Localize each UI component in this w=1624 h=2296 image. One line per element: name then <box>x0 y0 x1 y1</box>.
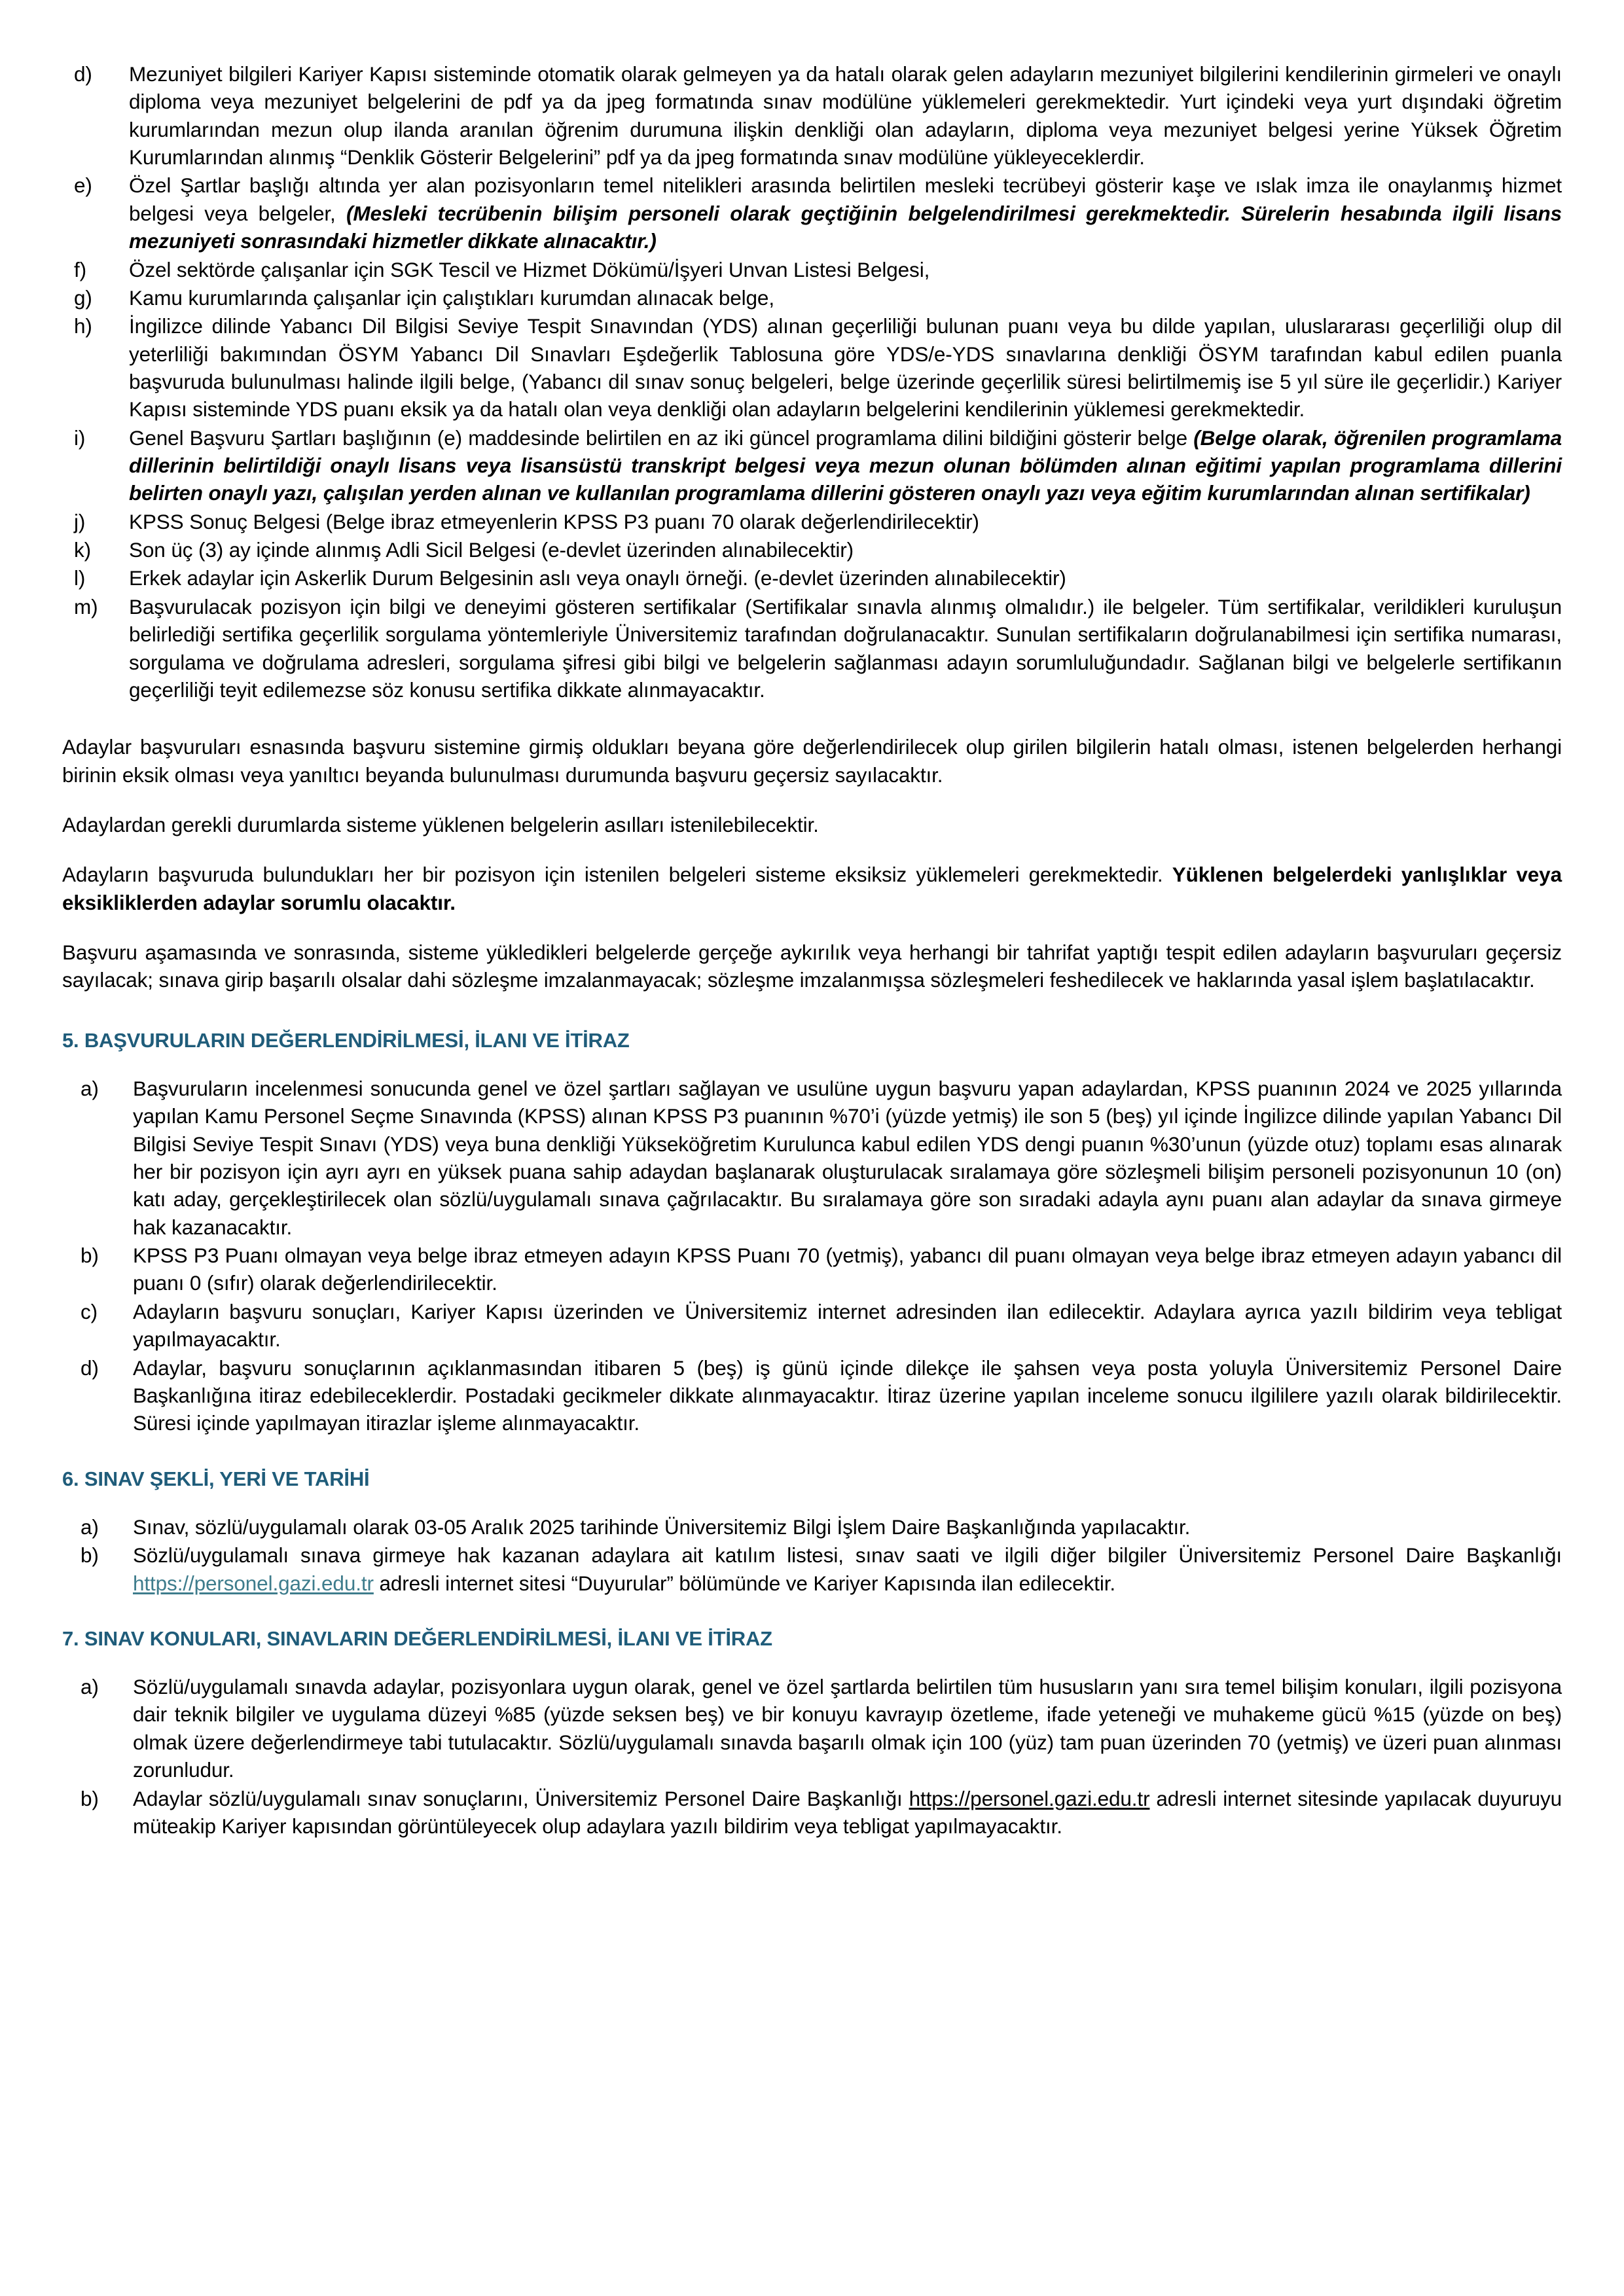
external-link[interactable]: https://personel.gazi.edu.tr <box>133 1571 374 1595</box>
requirement-text <box>129 593 1562 704</box>
section-heading-section7: 7. SINAV KONULARI, SINAVLARIN DEĞERLENDİRİLMESİ, İLANI VE İTİRAZ <box>62 1626 772 1650</box>
text-run: Son üç (3) ay içinde alınmış Adli Sicil Belgesi (e-devlet üzerinden alınabilecektir) <box>129 538 854 562</box>
text-run: Sınav, sözlü/uygulamalı olarak 03-05 Aralık 2025 tarihinde Üniversitemiz Bilgi İşlem Daire Başkanlığında yapılacaktır. <box>133 1515 1191 1539</box>
section7-item <box>62 1673 1562 1784</box>
requirement-item <box>62 60 1562 171</box>
paragraph <box>62 861 1562 916</box>
requirement-marker: k) <box>74 538 91 562</box>
spacer <box>62 838 1562 861</box>
spacer <box>62 1598 1562 1626</box>
requirement-text <box>129 424 1562 507</box>
spacer <box>62 1052 1562 1075</box>
paragraph <box>62 733 1562 789</box>
section5-item <box>62 1354 1562 1437</box>
requirement-text <box>129 256 1562 283</box>
text-run: İngilizce dilinde Yabancı Dil Bilgisi Seviye Tespit Sınavından (YDS) alınan geçerliliği bulunan puanı veya bu dilde yapılan, uluslararası geçerliliği olup dil yeterliliği bakımından ÖSYM Yabancı Dil Sınavları Eşdeğerlik Tablosuna göre YDS/e-YDS sınavlarına denkliği ÖSYM tarafından kabul edilen puanla başvuruda bulunulması halinde ilgili belge, (Yabancı dil sınav sonuç belgeleri, belge üzerinde geçerlilik süresi belirtilmemiş ise 5 yıl süre ile geçerlidir.) Kariyer Kapısı sisteminde YDS puanı eksik ya da hatalı olan veya denkliği olan adayların belgelerini kendilerinin yüklemesi gerekmektedir. <box>129 314 1562 422</box>
section6-item <box>62 1513 1562 1541</box>
section5-marker: c) <box>81 1299 98 1323</box>
emphasis-bold-italic: (Mesleki tecrübenin bilişim personeli olarak geçtiğinin belgelendirilmesi gerekmektedir. Sürelerin hesabında ilgili lisans mezuniyeti sonrasındaki hizmetler dikkate alınacaktır.) <box>129 201 1562 253</box>
requirement-item <box>62 171 1562 255</box>
section5-text <box>133 1354 1562 1437</box>
text-run: adresli internet sitesi “Duyurular” bölümünde ve Kariyer Kapısında ilan edilecektir. <box>373 1571 1115 1595</box>
section5-text <box>133 1298 1562 1354</box>
spacer <box>62 789 1562 811</box>
section5-list <box>62 1075 1562 1437</box>
section6-text <box>133 1541 1562 1597</box>
requirement-item <box>62 312 1562 423</box>
requirement-item <box>62 508 1562 535</box>
section7-marker: b) <box>81 1786 99 1810</box>
text-run: Başvurulacak pozisyon için bilgi ve deneyimi gösteren sertifikalar (Sertifikalar sınavla alınmış olmalıdır.) ile belgeler. Tüm sertifikalar, verildikleri kuruluşun belirlediği sertifika geçerlilik sorgulama yöntemleriyle Üniversitemiz tarafından doğrulanacaktır. Sunulan sertifikaların doğrulanabilmesi için sertifika numarası, sorgulama ve doğrulama adresleri, sorgulama şifresi gibi bilgi ve belgelerin sağlanması adayın sorumluluğundadır. Sağlanan bilgi ve belgelerle sertifikanın geçerliliği teyit edilemezse söz konusu sertifika dikkate alınmayacaktır. <box>129 594 1562 702</box>
section5-text <box>133 1075 1562 1241</box>
paragraph <box>62 939 1562 994</box>
text-run: Genel Başvuru Şartları başlığının (e) maddesinde belirtilen en az iki güncel programlama dilini bildiğini gösterir belge <box>129 425 1194 450</box>
text-run: Mezuniyet bilgileri Kariyer Kapısı sisteminde otomatik olarak gelmeyen ya da hatalı olarak gelen adayların mezuniyet bilgilerini kendilerinin girmeleri ve onaylı diploma veya mezuniyet belgelerini de pdf ya da jpeg formatında sınav modülüne yüklemeleri gerekmektedir. Yurt içindeki veya yurt dışındaki öğretim kurumlarından mezun olup ilanda aranılan öğrenim durumuna ilişkin denkliği olan adayların, diploma veya mezuniyet belgesi yerine Yüksek Öğretim Kurumlarından alınmış “Denklik Gösterir Belgelerini” pdf ya da jpeg formatında sınav modülüne yükleyeceklerdir. <box>129 62 1562 170</box>
spacer <box>62 1491 1562 1513</box>
sections-container <box>62 1028 1562 1840</box>
text-run: Adayların başvuru sonuçları, Kariyer Kapısı üzerinden ve Üniversitemiz internet adresinden ilan edilecektir. Adaylara ayrıca yazılı bildirim veya tebligat yapılmayacaktır. <box>133 1299 1562 1352</box>
requirement-marker: g) <box>74 285 92 310</box>
text-run: Adayların başvuruda bulundukları her bir pozisyon için istenilen belgeleri sisteme eksiksiz yüklemeleri gerekmektedir. <box>62 863 1172 887</box>
section5-item <box>62 1242 1562 1297</box>
requirement-text <box>129 312 1562 423</box>
requirement-text <box>129 284 1562 312</box>
text-run: KPSS P3 Puanı olmayan veya belge ibraz etmeyen adayın KPSS Puanı 70 (yetmiş), yabancı dil puanı olmayan veya belge ibraz etmeyen adayın yabancı dil puanı 0 (sıfır) olarak değerlendirilecektir. <box>133 1244 1562 1295</box>
requirement-text <box>129 508 1562 535</box>
text-run: Sözlü/uygulamalı sınava girmeye hak kazanan adaylara ait katılım listesi, sınav saati ve ilgili diğer bilgiler Üniversitemiz Personel Daire Başkanlığı <box>133 1543 1562 1568</box>
requirement-marker: e) <box>74 173 92 198</box>
paragraph <box>62 811 1562 838</box>
section6-marker: a) <box>81 1515 99 1539</box>
section6-text <box>133 1513 1562 1541</box>
text-run: Erkek adaylar için Askerlik Durum Belgesinin aslı veya onaylı örneği. (e-devlet üzerinden alınabilecektir) <box>129 566 1066 590</box>
section5-text <box>133 1242 1562 1297</box>
spacer <box>62 1651 1562 1673</box>
section7-marker: a) <box>81 1675 99 1699</box>
text-run: Sözlü/uygulamalı sınavda adaylar, pozisyonlara uygun olarak, genel ve özel şartlarda belirtilen tüm hususların yanı sıra temel bilişim konuları, ilgili pozisyona dair teknik bilgiler ve uygulama düzeyi %85 (yüzde seksen beş) ve bir konuyu kavrayıp özetleme, ifade yeteneği ve muhakeme gücü %15 (yüzde on beş) olmak üzere değerlendirmeye tabi tutulacaktır. Sözlü/uygulamalı sınavda başarılı olmak için 100 (yüz) tam puan üzerinden 70 (yetmiş) ve üzeri puan alınması zorunludur. <box>133 1675 1562 1782</box>
section5-marker: d) <box>81 1355 99 1380</box>
section6-marker: b) <box>81 1543 99 1568</box>
section6-list <box>62 1513 1562 1597</box>
emphasis-bold-italic: (Belge olarak, öğrenilen programlama dillerinin belirtildiği onaylı lisans veya lisansüstü transkript belgesi veya mezun olunan bölümden alınan eğitimi yapılan programlama dillerini belirten onaylı yazı, çalışılan yerden alınan ve kullanılan programlama dillerini gösteren onaylı yazı veya eğitim kurumlarından alınan sertifikalar) <box>129 425 1562 505</box>
requirement-item <box>62 536 1562 564</box>
text-run: KPSS Sonuç Belgesi (Belge ibraz etmeyenlerin KPSS P3 puanı 70 olarak değerlendirilecektir) <box>129 509 979 533</box>
requirement-marker: h) <box>74 314 92 338</box>
text-run: Adaylar sözlü/uygulamalı sınav sonuçlarını, Üniversitemiz Personel Daire Başkanlığı <box>133 1786 909 1810</box>
requirement-marker: j) <box>74 509 86 533</box>
requirements-list <box>62 60 1562 704</box>
requirement-marker: f) <box>74 257 87 281</box>
requirement-text <box>129 564 1562 592</box>
requirement-text <box>129 60 1562 171</box>
section7-item <box>62 1785 1562 1840</box>
document-body <box>62 60 1562 1840</box>
text-run: Başvuru aşamasında ve sonrasında, sisteme yükledikleri belgelerde gerçeğe aykırılık veya herhangi bir tahrifat yaptığı tespit edilen adayların başvuruları geçersiz sayılacak; sınava girip başarılı olsalar dahi sözleşme imzalanmayacak; sözleşme imzalanmışsa sözleşmeleri feshedilecek ve haklarında yasal işlem başlatılacaktır. <box>62 941 1562 992</box>
section7-text <box>133 1785 1562 1840</box>
section6-item <box>62 1541 1562 1597</box>
spacer <box>62 1438 1562 1467</box>
section5-item <box>62 1298 1562 1354</box>
requirement-marker: i) <box>74 425 86 450</box>
requirement-item <box>62 284 1562 312</box>
requirement-text <box>129 171 1562 255</box>
text-run: Özel sektörde çalışanlar için SGK Tescil ve Hizmet Dökümü/İşyeri Unvan Listesi Belgesi, <box>129 257 930 281</box>
section5-marker: a) <box>81 1076 99 1100</box>
requirement-marker: m) <box>74 594 98 619</box>
emphasis-bold: Yüklenen belgelerdeki yanlışlıklar veya eksikliklerden adaylar sorumlu olacaktır. <box>62 863 1562 914</box>
requirement-text <box>129 536 1562 564</box>
requirement-item <box>62 256 1562 283</box>
requirement-item <box>62 593 1562 704</box>
requirement-item <box>62 564 1562 592</box>
text-run: Özel Şartlar başlığı altında yer alan pozisyonların temel nitelikleri arasında belirtilen mesleki tecrübeyi gösterir kaşe ve ıslak imza ile onaylanmış hizmet belgesi veya belgeler, <box>129 173 1562 225</box>
text-run: Başvuruların incelenmesi sonucunda genel ve özel şartları sağlayan ve usulüne uygun başvuru yapan adaylardan, KPSS puanının 2024 ve 2025 yıllarında yapılan Kamu Personel Seçme Sınavında (KPSS) alınan KPSS P3 puanının %70’i (yüzde yetmiş) ile son 5 (beş) yıl içinde İngilizce dilinde yapılan Yabancı Dil Bilgisi Seviye Tespit Sınavı (YDS) veya buna denkliği Yükseköğretim Kurulunca kabul edilen YDS dengi puanın %30’unun (yüzde otuz) toplamı esas alınarak her bir pozisyon için ayrı ayrı en yüksek puana sahip adaydan başlanarak oluşturulacak sıralamaya göre sözleşmeli bilişim personeli pozisyonunun 10 (on) katı aday, gerçekleştirilecek olan sözlü/uygulamalı sınava çağrılacaktır. Bu sıralamaya göre son sıradaki adayla aynı puanı alan adaylar da sınava girmeye hak kazanacaktır. <box>133 1076 1562 1239</box>
section5-item <box>62 1075 1562 1241</box>
text-run: Adaylar başvuruları esnasında başvuru sistemine girmiş oldukları beyana göre değerlendirilecek olup girilen bilgilerin hatalı olması, istenen belgelerden herhangi birinin eksik olması veya yanıltıcı beyanda bulunulması durumunda başvuru geçersiz sayılacaktır. <box>62 735 1562 787</box>
section7-list <box>62 1673 1562 1840</box>
mid-paragraphs <box>62 733 1562 994</box>
section-heading-section5: 5. BAŞVURULARIN DEĞERLENDİRİLMESİ, İLANI VE İTİRAZ <box>62 1028 630 1052</box>
requirement-marker: d) <box>74 62 92 86</box>
text-run: Adaylar, başvuru sonuçlarının açıklanmasından itibaren 5 (beş) iş günü içinde dilekçe ile şahsen veya posta yoluyla Üniversitemiz Personel Daire Başkanlığına itiraz edebileceklerdir. Postadaki gecikmeler dikkate alınmayacaktır. İtiraz üzerine yapılan inceleme sonucu ilgililere yazılı olarak bildirilecektir. Süresi içinde yapılmayan itirazlar işleme alınmayacaktır. <box>133 1355 1562 1435</box>
spacer <box>62 916 1562 939</box>
external-link[interactable]: https://personel.gazi.edu.tr <box>909 1786 1150 1810</box>
section7-text <box>133 1673 1562 1784</box>
text-run: Adaylardan gerekli durumlarda sisteme yüklenen belgelerin asılları istenilebilecektir. <box>62 812 819 836</box>
text-run: Kamu kurumlarında çalışanlar için çalıştıkları kurumdan alınacak belge, <box>129 285 774 310</box>
requirement-item <box>62 424 1562 507</box>
requirement-marker: l) <box>74 566 86 590</box>
section5-marker: b) <box>81 1244 99 1268</box>
text-run: adresli internet sitesinde yapılacak duyuruyu müteakip Kariyer kapısından görüntüleyecek olup adaylara yazılı bildirim veya tebligat yapılmayacaktır. <box>133 1786 1562 1838</box>
section-heading-section6: 6. SINAV ŞEKLİ, YERİ VE TARİHİ <box>62 1467 370 1490</box>
